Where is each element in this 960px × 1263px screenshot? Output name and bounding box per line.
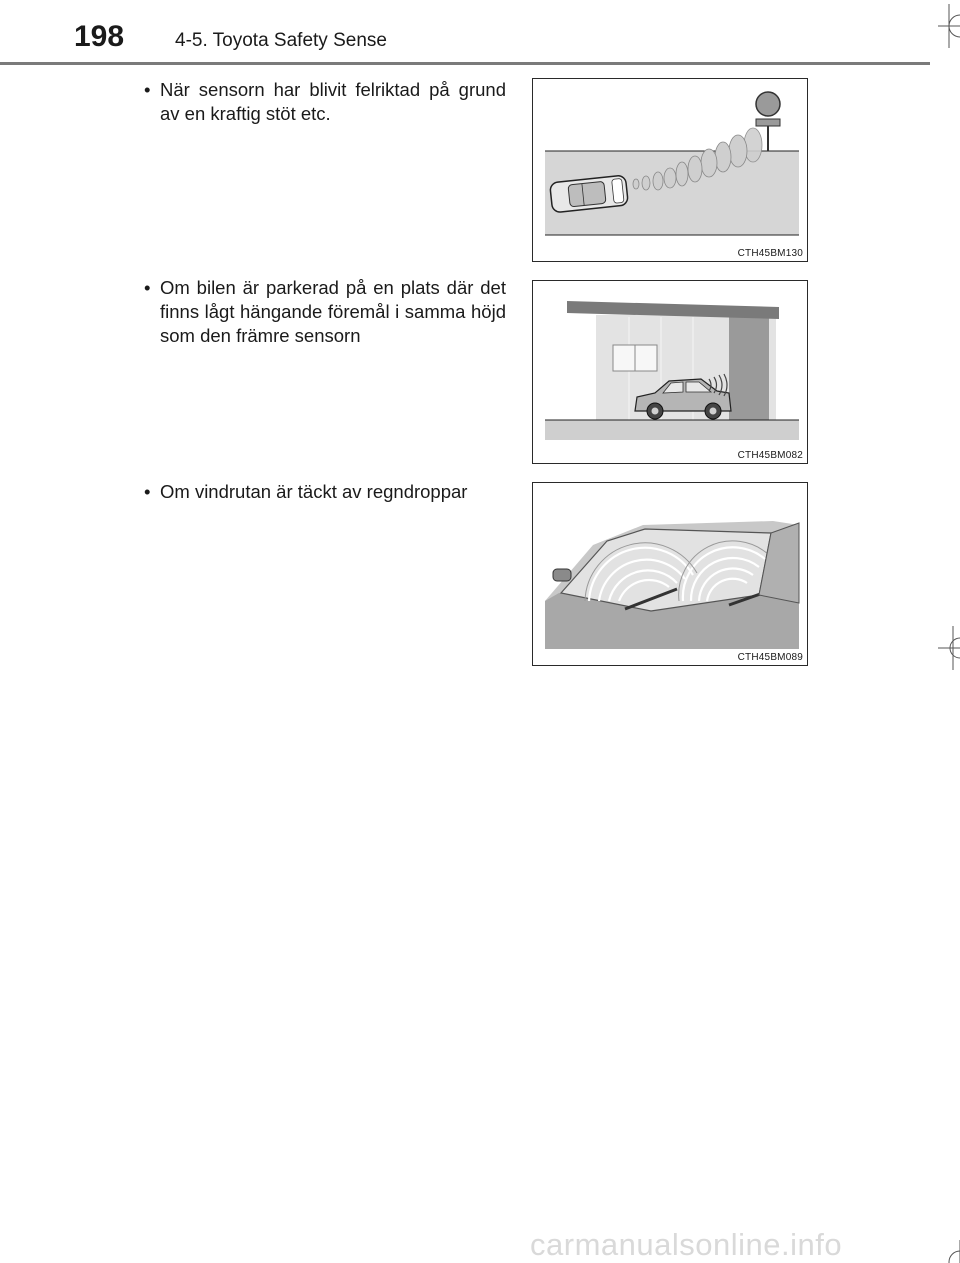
bullet-text: Om vindrutan är täckt av regndroppar	[160, 481, 468, 502]
crop-mark-icon	[938, 1240, 960, 1263]
header-rule	[0, 62, 930, 65]
figure-code: CTH45BM130	[737, 248, 803, 259]
figure-code: CTH45BM089	[737, 652, 803, 663]
list-item	[144, 276, 506, 348]
figure-raindrops-windshield	[532, 482, 808, 666]
figure-parked-overhang	[532, 280, 808, 464]
page-number: 198	[74, 20, 125, 53]
watermark: carmanualsonline.info	[530, 1227, 843, 1262]
car-parked-under-overhang-illustration-icon	[533, 281, 809, 465]
bullet-text: När sensorn har blivit felriktad på grund av en kraftig stöt etc.	[160, 79, 506, 124]
crop-mark-icon	[938, 4, 960, 48]
raindrops-on-windshield-illustration-icon	[533, 483, 809, 667]
figure-code: CTH45BM082	[737, 450, 803, 461]
bullet-marker: •	[144, 277, 151, 298]
section-title: 4-5. Toyota Safety Sense	[175, 30, 387, 51]
list-item	[144, 480, 506, 504]
figure-sensor-misaligned	[532, 78, 808, 262]
crop-mark-icon	[938, 626, 960, 670]
list-item	[144, 78, 506, 126]
bullet-marker: •	[144, 79, 151, 100]
bullet-marker: •	[144, 481, 151, 502]
car-sensor-misaligned-illustration-icon	[533, 79, 809, 263]
bullet-text: Om bilen är parkerad på en plats där det finns lågt hängande föremål i samma höjd som den främre sensorn	[160, 277, 506, 346]
